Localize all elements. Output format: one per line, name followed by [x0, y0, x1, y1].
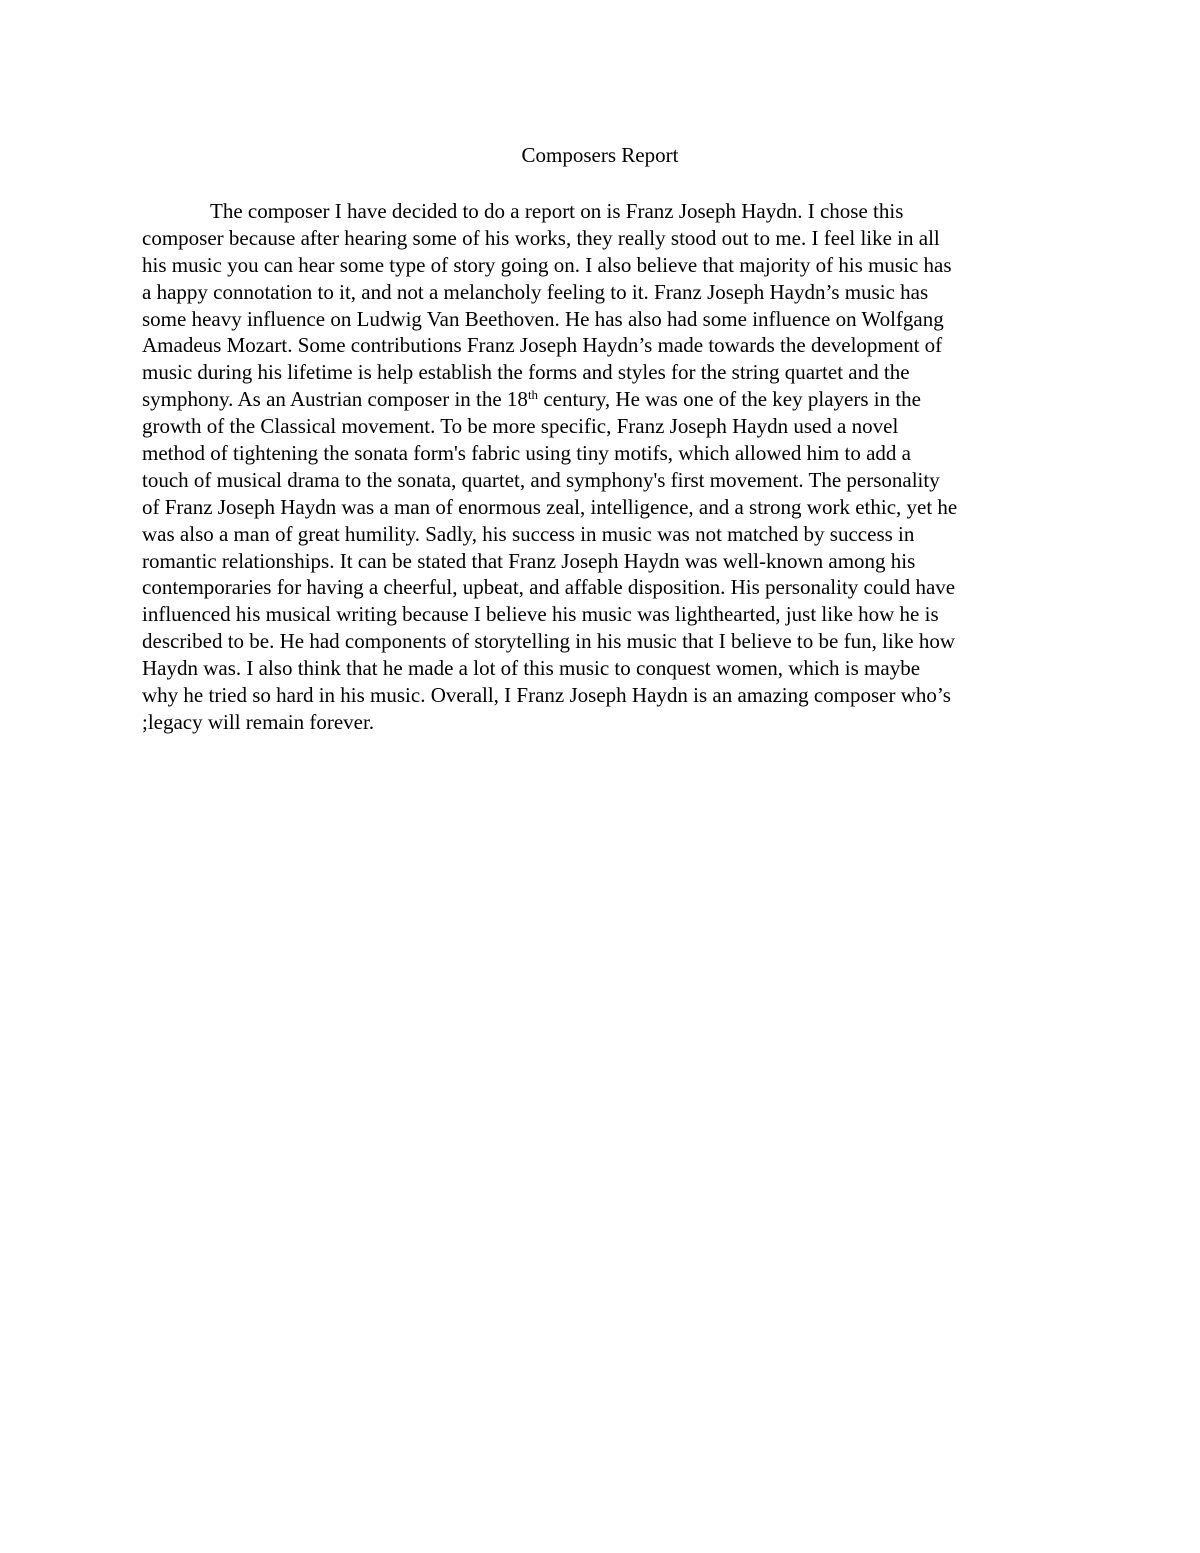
paragraph-line: some heavy influence on Ludwig Van Beethoven. He has also had some influence on Wolfgang: [142, 306, 944, 331]
paragraph-line: Amadeus Mozart. Some contributions Franz Joseph Haydn’s made towards the development of: [142, 333, 943, 358]
paragraph-line: his music you can hear some type of story going on. I also believe that majority of his music has: [142, 252, 952, 277]
paragraph-line: [142, 386, 1057, 413]
paragraph-line: described to be. He had components of storytelling in his music that I believe to be fun, like how: [142, 629, 955, 654]
paragraph-line: a happy connotation to it, and not a melancholy feeling to it. Franz Joseph Haydn’s music has: [142, 279, 929, 304]
document-title: Composers Report: [521, 143, 679, 167]
paragraph-line: touch of musical drama to the sonata, quartet, and symphony's first movement. The personality: [142, 467, 940, 492]
paragraph-line: ;legacy will remain forever.: [142, 709, 375, 734]
paragraph-line: romantic relationships. It can be stated that Franz Joseph Haydn was well-known among his: [142, 548, 916, 573]
line-text-after-superscript: century, He was one of the key players in the: [538, 387, 921, 412]
paragraph-line: growth of the Classical movement. To be more specific, Franz Joseph Haydn used a novel: [142, 414, 899, 439]
paragraph-line: music during his lifetime is help establish the forms and styles for the string quartet and the: [142, 360, 910, 385]
paragraph-line: was also a man of great humility. Sadly, his success in music was not matched by success in: [142, 521, 915, 546]
report-paragraph: [142, 198, 1057, 736]
paragraph-line: influenced his musical writing because I believe his music was lighthearted, just like how he is: [142, 602, 939, 627]
paragraph-line: composer because after hearing some of his works, they really stood out to me. I feel like in all: [142, 225, 940, 250]
paragraph-line: The composer I have decided to do a report on is Franz Joseph Haydn. I chose this: [210, 199, 904, 223]
ordinal-superscript: th: [527, 387, 539, 403]
line-text-before-superscript: symphony. As an Austrian composer in the 18: [142, 387, 528, 412]
paragraph-line: Haydn was. I also think that he made a lot of this music to conquest women, which is maybe: [142, 656, 921, 681]
paragraph-line: method of tightening the sonata form's fabric using tiny motifs, which allowed him to add a: [142, 441, 911, 466]
paragraph-line: of Franz Joseph Haydn was a man of enormous zeal, intelligence, and a strong work ethic, yet he: [142, 494, 958, 519]
paragraph-line: contemporaries for having a cheerful, upbeat, and affable disposition. His personality could have: [142, 575, 956, 600]
paragraph-line: why he tried so hard in his music. Overall, I Franz Joseph Haydn is an amazing composer who’s: [142, 683, 951, 708]
